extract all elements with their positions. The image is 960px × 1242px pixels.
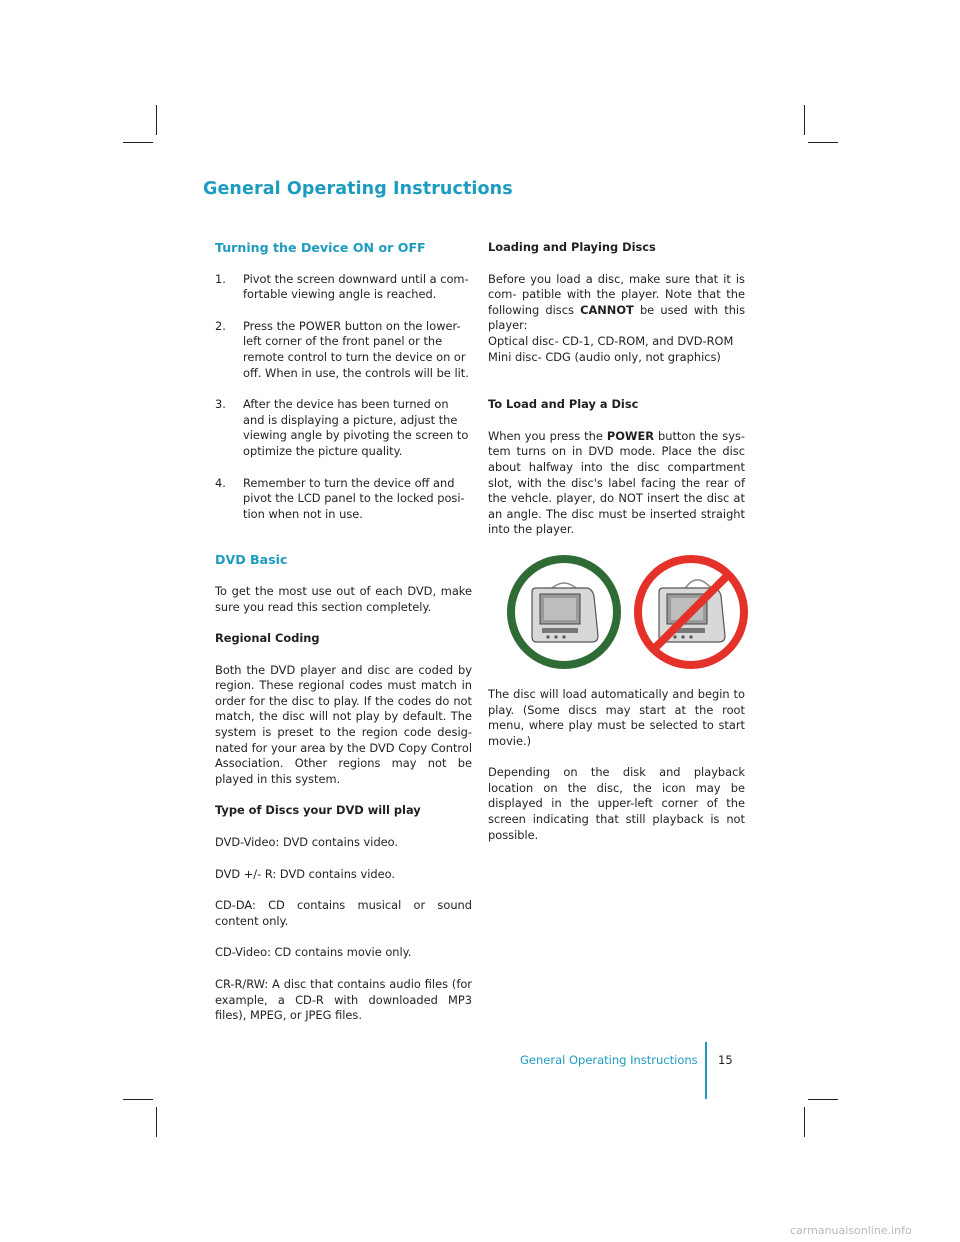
mini-disc-text: Mini disc- CDG (audio only, not graphics) bbox=[488, 349, 721, 364]
regional-heading: Regional Coding bbox=[215, 631, 320, 646]
crop-mark bbox=[156, 105, 157, 135]
icon-display-text: Depending on the disk and playback location on the disc, the icon may be displayed in the upper-left corner of the screen indicating that still playback is not possible. bbox=[488, 765, 745, 842]
to-load-heading: To Load and Play a Disc bbox=[488, 397, 639, 412]
list-item bbox=[215, 476, 472, 523]
load-text-after: button the sys- tem turns on in DVD mode. Place the disc about halfway into the disc compartment slot, with the disc's label facing the rear of the vehcle. player, do NOT insert the disc at an angle. The disc must be inserted straight into the player. bbox=[488, 428, 745, 537]
list-item bbox=[215, 397, 472, 459]
step-number: 1. bbox=[215, 271, 226, 286]
section-heading-turning: Turning the Device ON or OFF bbox=[215, 240, 426, 255]
crop-mark bbox=[804, 105, 805, 135]
regional-text: Both the DVD player and disc are coded by region. These regional codes must match in order for the disc to play. If the codes do not match, the disc will not play by default. The system is preset to the region code desig- nated for your area by the DVD Copy Control Association. Other regions may not be played in this system. bbox=[215, 662, 472, 786]
step-text: Remember to turn the device off and pivot the LCD panel to the locked posi- tion when not in use. bbox=[243, 475, 465, 521]
types-heading: Type of Discs your DVD will play bbox=[215, 803, 421, 818]
step-number: 2. bbox=[215, 318, 226, 333]
compat-text bbox=[488, 272, 745, 334]
crop-mark bbox=[156, 1107, 157, 1137]
crop-mark bbox=[123, 142, 153, 143]
disc-type: CD-Video: CD contains movie only. bbox=[215, 945, 412, 960]
optical-disc-text: Optical disc- CD-1, CD-ROM, and DVD-ROM bbox=[488, 333, 734, 348]
disc-insertion-figures bbox=[488, 554, 745, 670]
step-number: 4. bbox=[215, 475, 226, 490]
compat-text-after: be used with this player: bbox=[488, 302, 746, 333]
section-heading-dvd-basic: DVD Basic bbox=[215, 552, 288, 568]
disc-type: CR-R/RW: A disc that contains audio files (for example, a CD-R with downloaded MP3 files), MPEG, or JPEG files. bbox=[215, 977, 472, 1023]
step-number: 3. bbox=[215, 397, 226, 412]
footer-separator bbox=[705, 1042, 707, 1099]
left-column bbox=[215, 240, 472, 1024]
step-text: Press the POWER button on the lower-left corner of the front panel or the remote control to turn the device on or off. When in use, the controls will be lit. bbox=[243, 318, 469, 380]
right-column bbox=[488, 240, 745, 843]
auto-load-text: The disc will load automatically and begin to play. (Some discs may start at the root menu, where play must be selected to start movie.) bbox=[488, 686, 745, 748]
step-text: Pivot the screen downward until a com- fortable viewing angle is reached. bbox=[243, 271, 469, 302]
power-emphasis: POWER bbox=[606, 428, 655, 443]
list-item bbox=[215, 319, 472, 381]
incorrect-insertion-icon bbox=[633, 554, 749, 670]
compat-text-before: Before you load a disc, make sure that it is com- patible with the player. Note that the following discs bbox=[488, 271, 745, 317]
step-text: After the device has been turned on and is displaying a picture, adjust the viewing angle by pivoting the screen to optimize the picture quality. bbox=[243, 397, 469, 458]
correct-insertion-icon bbox=[506, 554, 622, 670]
crop-mark bbox=[808, 1099, 838, 1100]
list-item bbox=[215, 272, 472, 303]
page-number: 15 bbox=[718, 1053, 733, 1067]
disc-type: DVD-Video: DVD contains video. bbox=[215, 835, 399, 850]
loading-heading: Loading and Playing Discs bbox=[488, 240, 656, 254]
crop-mark bbox=[123, 1099, 153, 1100]
disc-type: DVD +/- R: DVD contains video. bbox=[215, 866, 396, 881]
footer-section-label: General Operating Instructions bbox=[520, 1053, 698, 1067]
page-title: General Operating Instructions bbox=[203, 179, 513, 199]
disc-type: CD-DA: CD contains musical or sound content only. bbox=[215, 898, 472, 928]
cannot-emphasis: CANNOT bbox=[580, 302, 634, 317]
steps-list bbox=[215, 272, 472, 523]
crop-mark bbox=[804, 1107, 805, 1137]
crop-mark bbox=[808, 142, 838, 143]
load-instructions bbox=[488, 429, 745, 538]
dvd-intro: To get the most use out of each DVD, make sure you read this section completely. bbox=[215, 583, 472, 614]
load-text-before: When you press the bbox=[488, 428, 603, 443]
watermark: carmanualsonline.info bbox=[790, 1224, 912, 1237]
